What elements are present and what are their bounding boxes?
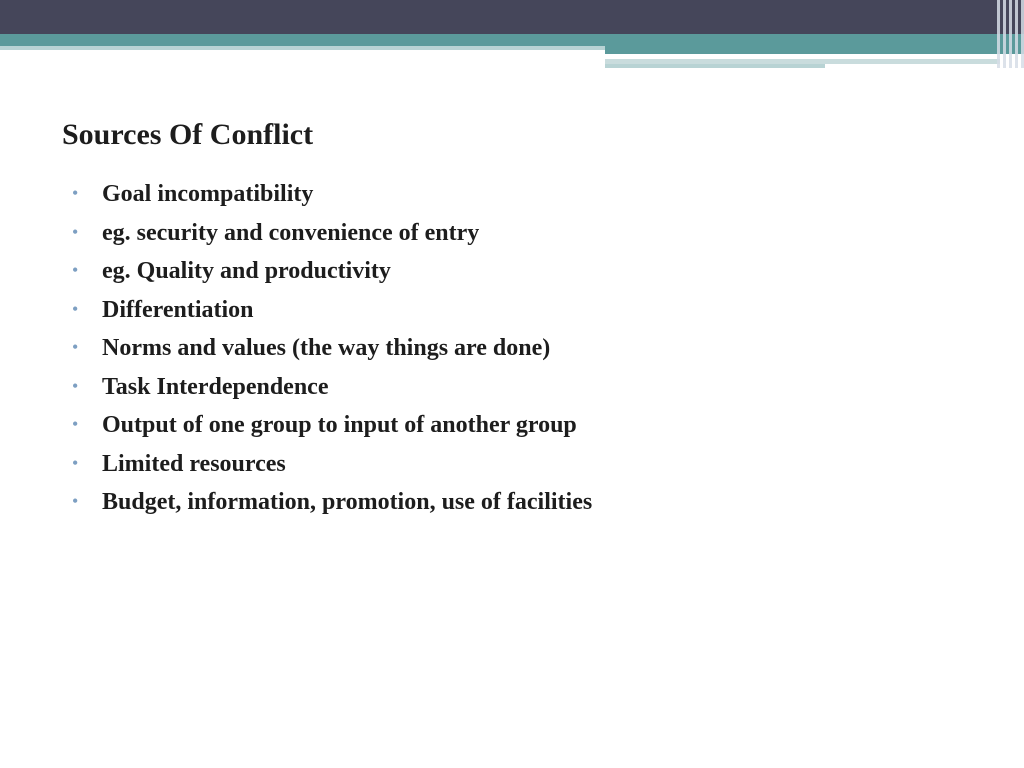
bullet-list: [72, 178, 592, 525]
bullet-item: [72, 294, 592, 333]
stripe: [1015, 0, 1018, 68]
bullet-text: Norms and values (the way things are done): [102, 335, 551, 361]
bullet-text: Limited resources: [102, 450, 286, 477]
bullet-text: Budget, information, promotion, use of facilities: [102, 489, 593, 515]
bullet-text: eg. security and convenience of entry: [102, 219, 480, 246]
header-accent-strip-3: [605, 64, 825, 68]
header-teal-band: [0, 34, 1024, 46]
bullet-item: [72, 255, 592, 294]
bullet-icon: •: [72, 183, 79, 203]
slide-title: Sources Of Conflict: [62, 118, 314, 151]
header-vertical-stripes: [994, 0, 1024, 68]
bullet-icon: •: [72, 375, 79, 396]
bullet-icon: •: [72, 491, 79, 511]
bullet-icon: •: [72, 337, 79, 357]
bullet-item: [72, 486, 592, 525]
bullet-item: [72, 371, 592, 410]
bullet-item: [72, 217, 592, 256]
bullet-item: [72, 448, 592, 487]
stripe: [997, 0, 1000, 68]
bullet-icon: •: [72, 414, 79, 434]
bullet-text: Differentiation: [102, 296, 254, 323]
bullet-item: [72, 409, 592, 448]
header-dark-band: [0, 0, 1024, 34]
stripe: [1003, 0, 1006, 68]
bullet-item: [72, 178, 592, 217]
bullet-text: Task Interdependence: [102, 373, 329, 400]
bullet-icon: •: [72, 260, 79, 280]
stripe: [1009, 0, 1012, 68]
bullet-icon: •: [72, 221, 79, 242]
bullet-text: Output of one group to input of another group: [102, 412, 577, 438]
header-light-strip: [0, 46, 605, 50]
bullet-item: [72, 332, 592, 371]
bullet-text: eg. Quality and productivity: [102, 258, 391, 284]
bullet-icon: •: [72, 452, 79, 473]
bullet-icon: •: [72, 298, 79, 319]
header-teal-extension: [605, 46, 1024, 54]
bullet-text: Goal incompatibility: [102, 181, 314, 207]
